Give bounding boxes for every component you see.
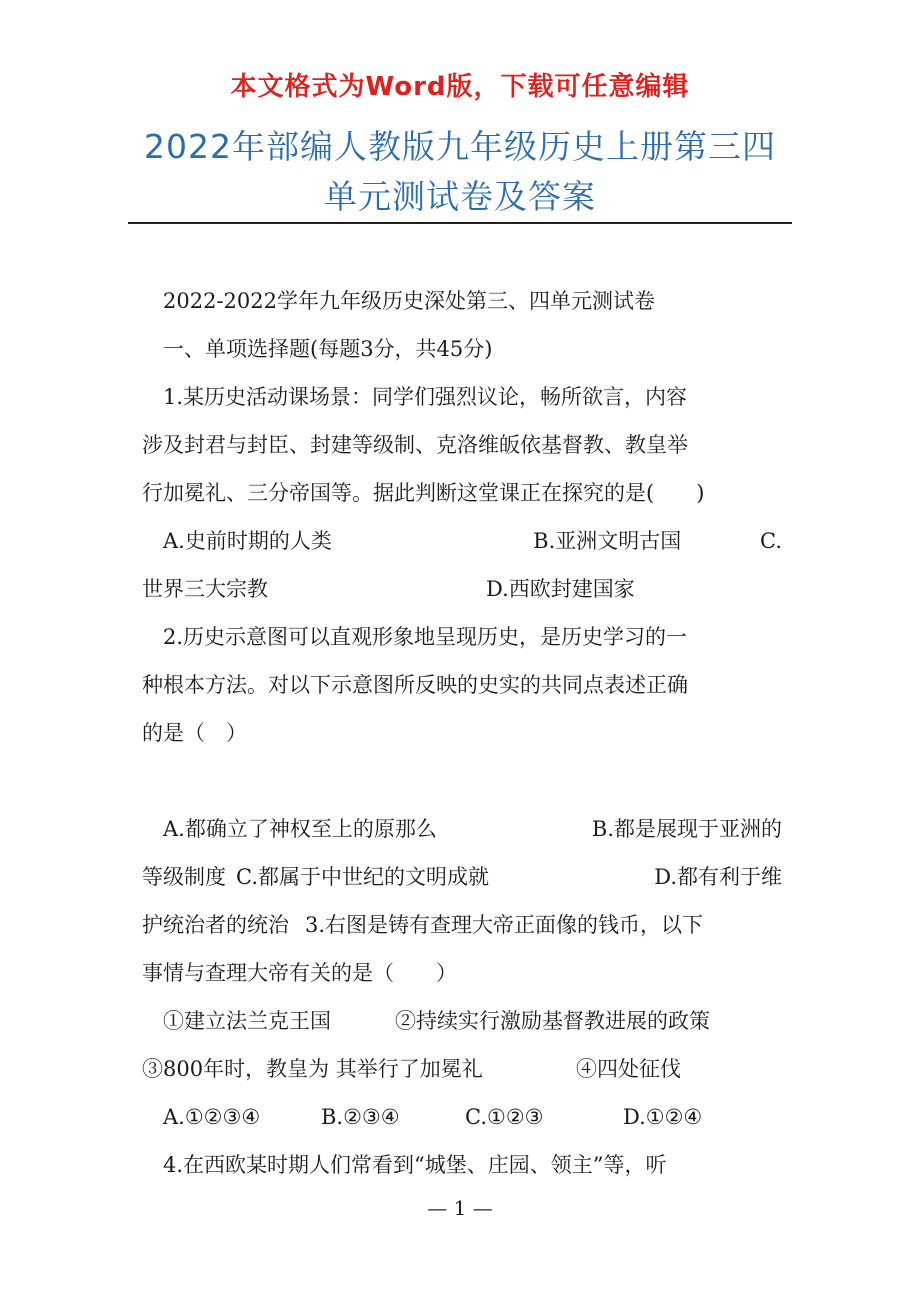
document-body <box>142 283 782 1195</box>
question-2-line-2: 种根本方法。对以下示意图所反映的史实的共同点表述正确 <box>142 673 688 697</box>
question-1-line-3: 行加冕礼、三分帝国等。据此判断这堂课正在探究的是( ) <box>142 481 705 505</box>
title-line-1: 2022年部编人教版九年级历史上册第三四 <box>144 127 776 166</box>
option-a: A.①②③④ <box>163 1105 261 1129</box>
page-number: — 1 — <box>427 1196 493 1220</box>
document-title <box>60 122 860 222</box>
option-b: B.亚洲文明古国 <box>533 529 682 553</box>
question-1-line-1: 1.某历史活动课场景：同学们强烈议论，畅所欲言，内容 <box>163 385 688 409</box>
question-1-options-row-1 <box>142 523 782 571</box>
option-c-tail: 世界三大宗教 <box>142 577 268 601</box>
option-b-tail: 等级制度 <box>142 865 226 889</box>
statement-3: ③800年时，教皇为 其举行了加冕礼 <box>142 1057 483 1081</box>
question-3-statements-row-2 <box>142 1051 782 1099</box>
question-3-options-row <box>142 1099 782 1147</box>
option-c: C.①②③ <box>465 1105 544 1129</box>
question-2-options-row-3 <box>142 907 782 955</box>
option-a: A.都确立了神权至上的原那么 <box>163 817 437 841</box>
option-b-head: B.都是展现于亚洲的 <box>591 817 782 841</box>
figure-placeholder <box>142 763 782 811</box>
option-c: C.都属于中世纪的文明成就 <box>236 865 489 889</box>
option-d-tail: 护统治者的统治 <box>142 913 289 937</box>
question-2-line-1: 2.历史示意图可以直观形象地呈现历史，是历史学习的一 <box>163 625 688 649</box>
section-heading: 一、单项选择题(每题3分，共45分) <box>163 337 493 361</box>
option-d-head: D.都有利于维 <box>654 865 782 889</box>
title-divider <box>128 222 792 224</box>
question-2-line-3: 的是（ ） <box>142 721 247 745</box>
question-1-line-2: 涉及封君与封臣、封建等级制、克洛维皈依基督教、教皇举 <box>142 433 688 457</box>
statement-4: ④四处征伐 <box>576 1057 681 1081</box>
title-line-2: 单元测试卷及答案 <box>324 177 596 216</box>
option-a: A.史前时期的人类 <box>163 529 332 553</box>
question-2-options-row-1 <box>142 811 782 859</box>
question-3-line-1: 3.右图是铸有查理大帝正面像的钱币，以下 <box>305 913 704 937</box>
question-4-line-1: 4.在西欧某时期人们常看到“城堡、庄园、领主”等，听 <box>163 1153 667 1177</box>
question-3-statements-row-1 <box>142 1003 782 1051</box>
format-notice: 本文格式为Word版，下载可任意编辑 <box>230 72 690 102</box>
statement-1: ①建立法兰克王国 <box>163 1009 331 1033</box>
option-d: D.西欧封建国家 <box>486 577 635 601</box>
question-2-options-row-2 <box>142 859 782 907</box>
question-3-line-2: 事情与查理大帝有关的是（ ） <box>142 961 457 985</box>
option-d: D.①②④ <box>623 1105 703 1129</box>
question-1-options-row-2 <box>142 571 782 619</box>
option-c-head: C. <box>760 529 782 553</box>
option-b: B.②③④ <box>321 1105 400 1129</box>
statement-2: ②持续实行激励基督教进展的政策 <box>395 1009 710 1033</box>
exam-subtitle: 2022-2022学年九年级历史深处第三、四单元测试卷 <box>163 289 655 313</box>
